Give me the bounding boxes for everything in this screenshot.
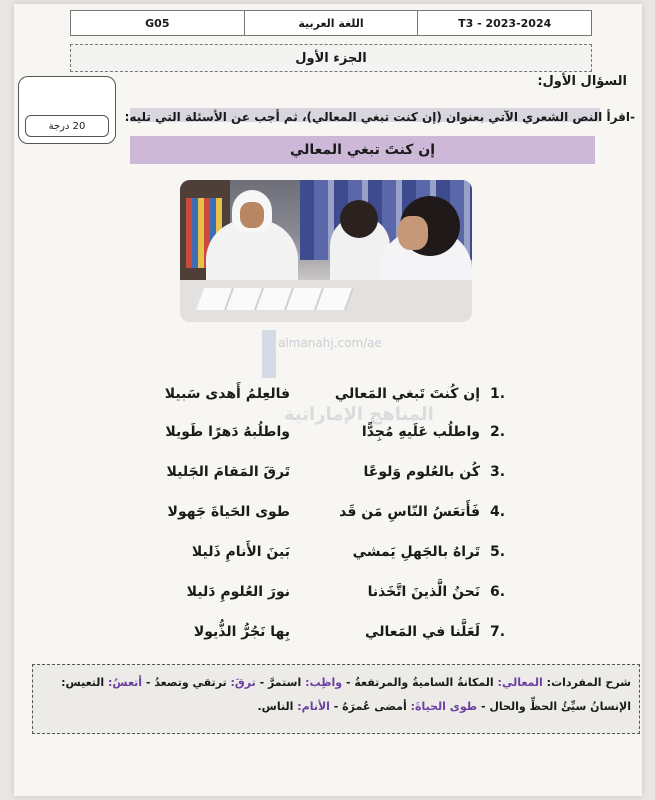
vocab-definition: الناس. (257, 700, 294, 713)
verse-number: 2. (490, 424, 506, 440)
verse-4 (130, 504, 650, 544)
verse-first-half: تَراهُ بالجَهلِ يَمشي (352, 544, 480, 560)
vocab-word: طوى الحياةَ: (410, 700, 478, 713)
vocabulary-label: شرح المفردات: (546, 676, 631, 689)
vocab-definition: المكانةُ الساميةُ والمرتفعةُ (354, 676, 494, 689)
verse-second-half: تَرقَ المَقامَ الجَليلا (166, 464, 290, 480)
classroom-photo (180, 180, 472, 322)
verse-first-half: إن كُنتَ تَبغي المَعالي (334, 386, 480, 402)
verse-second-half: نورَ العُلومِ دَليلا (186, 584, 290, 600)
vocab-word: ترقَ: (230, 676, 256, 689)
verse-number: 3. (490, 464, 506, 480)
vocab-definition: الإنسانُ سيِّئُ الحظِّ والحال (489, 700, 631, 713)
watermark-arabic: المناهج الإماراتية (284, 404, 434, 425)
vocab-definition: ترتقي وتصعدُ (154, 676, 227, 689)
score-label: 20 درجة (25, 115, 109, 137)
vocab-word: أتعسُ: (108, 676, 143, 689)
verse-2 (130, 424, 650, 464)
verse-first-half: واطلُب عَلَيهِ مُجِدًّا (361, 424, 480, 440)
vocabulary-line-2: الإنسانُ سيِّئُ الحظِّ والحال - طوى الحياةَ: أمضى عُمرَهُ - الأنام: الناس. (257, 700, 631, 713)
verse-second-half: بَينَ الأَنامِ ذَليلا (191, 544, 290, 560)
verse-number: 7. (490, 624, 506, 640)
verse-5 (130, 544, 650, 584)
question-title: السؤال الأول: (537, 74, 627, 89)
teacher-face (240, 202, 264, 228)
verse-7 (130, 624, 650, 664)
part-title: الجزء الأول (70, 44, 592, 72)
grade-cell: G05 (145, 16, 170, 30)
vocab-word: المعالي: (497, 676, 543, 689)
student-head-1 (340, 200, 378, 238)
vocab-word: واظِب: (305, 676, 343, 689)
verse-second-half: فالعِلمُ أَهدى سَبيلا (164, 386, 290, 402)
subject-cell: اللغة العربية (244, 11, 418, 35)
verse-number: 4. (490, 504, 506, 520)
vocab-definition: استمرَّ (267, 676, 302, 689)
verse-1 (130, 386, 650, 426)
vocab-definition: التعيس: (61, 676, 105, 689)
header-table (70, 10, 592, 36)
verse-3 (130, 464, 650, 504)
verse-number: 5. (490, 544, 506, 560)
verse-number: 1. (490, 386, 506, 402)
score-box (18, 76, 116, 144)
student-face-2 (398, 216, 428, 250)
verse-second-half: طوى الحَياةَ جَهولا (167, 504, 290, 520)
verse-first-half: لَعَلَّنا في المَعالي (365, 624, 480, 640)
papers-shape (196, 288, 354, 310)
verse-first-half: كُن بالعُلوم وَلوعًا (363, 464, 480, 480)
verse-6 (130, 584, 650, 624)
poem-title: إن كنتَ تبغي المعالي (130, 136, 595, 164)
vocab-word: الأنام: (297, 700, 330, 713)
vocabulary-box (32, 664, 640, 734)
verse-first-half: فَأَتعَسُ النّاسِ مَن قَد (339, 504, 480, 520)
term-cell: T3 - 2023-2024 (417, 11, 591, 35)
vocab-definition: أمضى عُمرَهُ (342, 700, 407, 713)
verse-first-half: نَحنُ الَّذينَ اتَّخَذنا (367, 584, 480, 600)
verse-second-half: بِها نَجُرُّ الذُّيولا (193, 624, 290, 640)
instruction-text: -اقرأ النص الشعري الآتي بعنوان (إن كنت تبغي المعالي)، ثم أجب عن الأسئلة التي تليه: (124, 110, 635, 124)
watermark-url: almanahj.com/ae (278, 336, 382, 350)
verse-second-half: واطلُبهُ دَهرًا طَويلا (165, 424, 290, 440)
vocabulary-line-1: شرح المفردات: المعالي: المكانةُ الساميةُ والمرتفعةُ - واظِب: استمرَّ - ترقَ: ترتقي وتصعدُ - أتعسُ: التعيس: (61, 676, 631, 689)
verse-number: 6. (490, 584, 506, 600)
